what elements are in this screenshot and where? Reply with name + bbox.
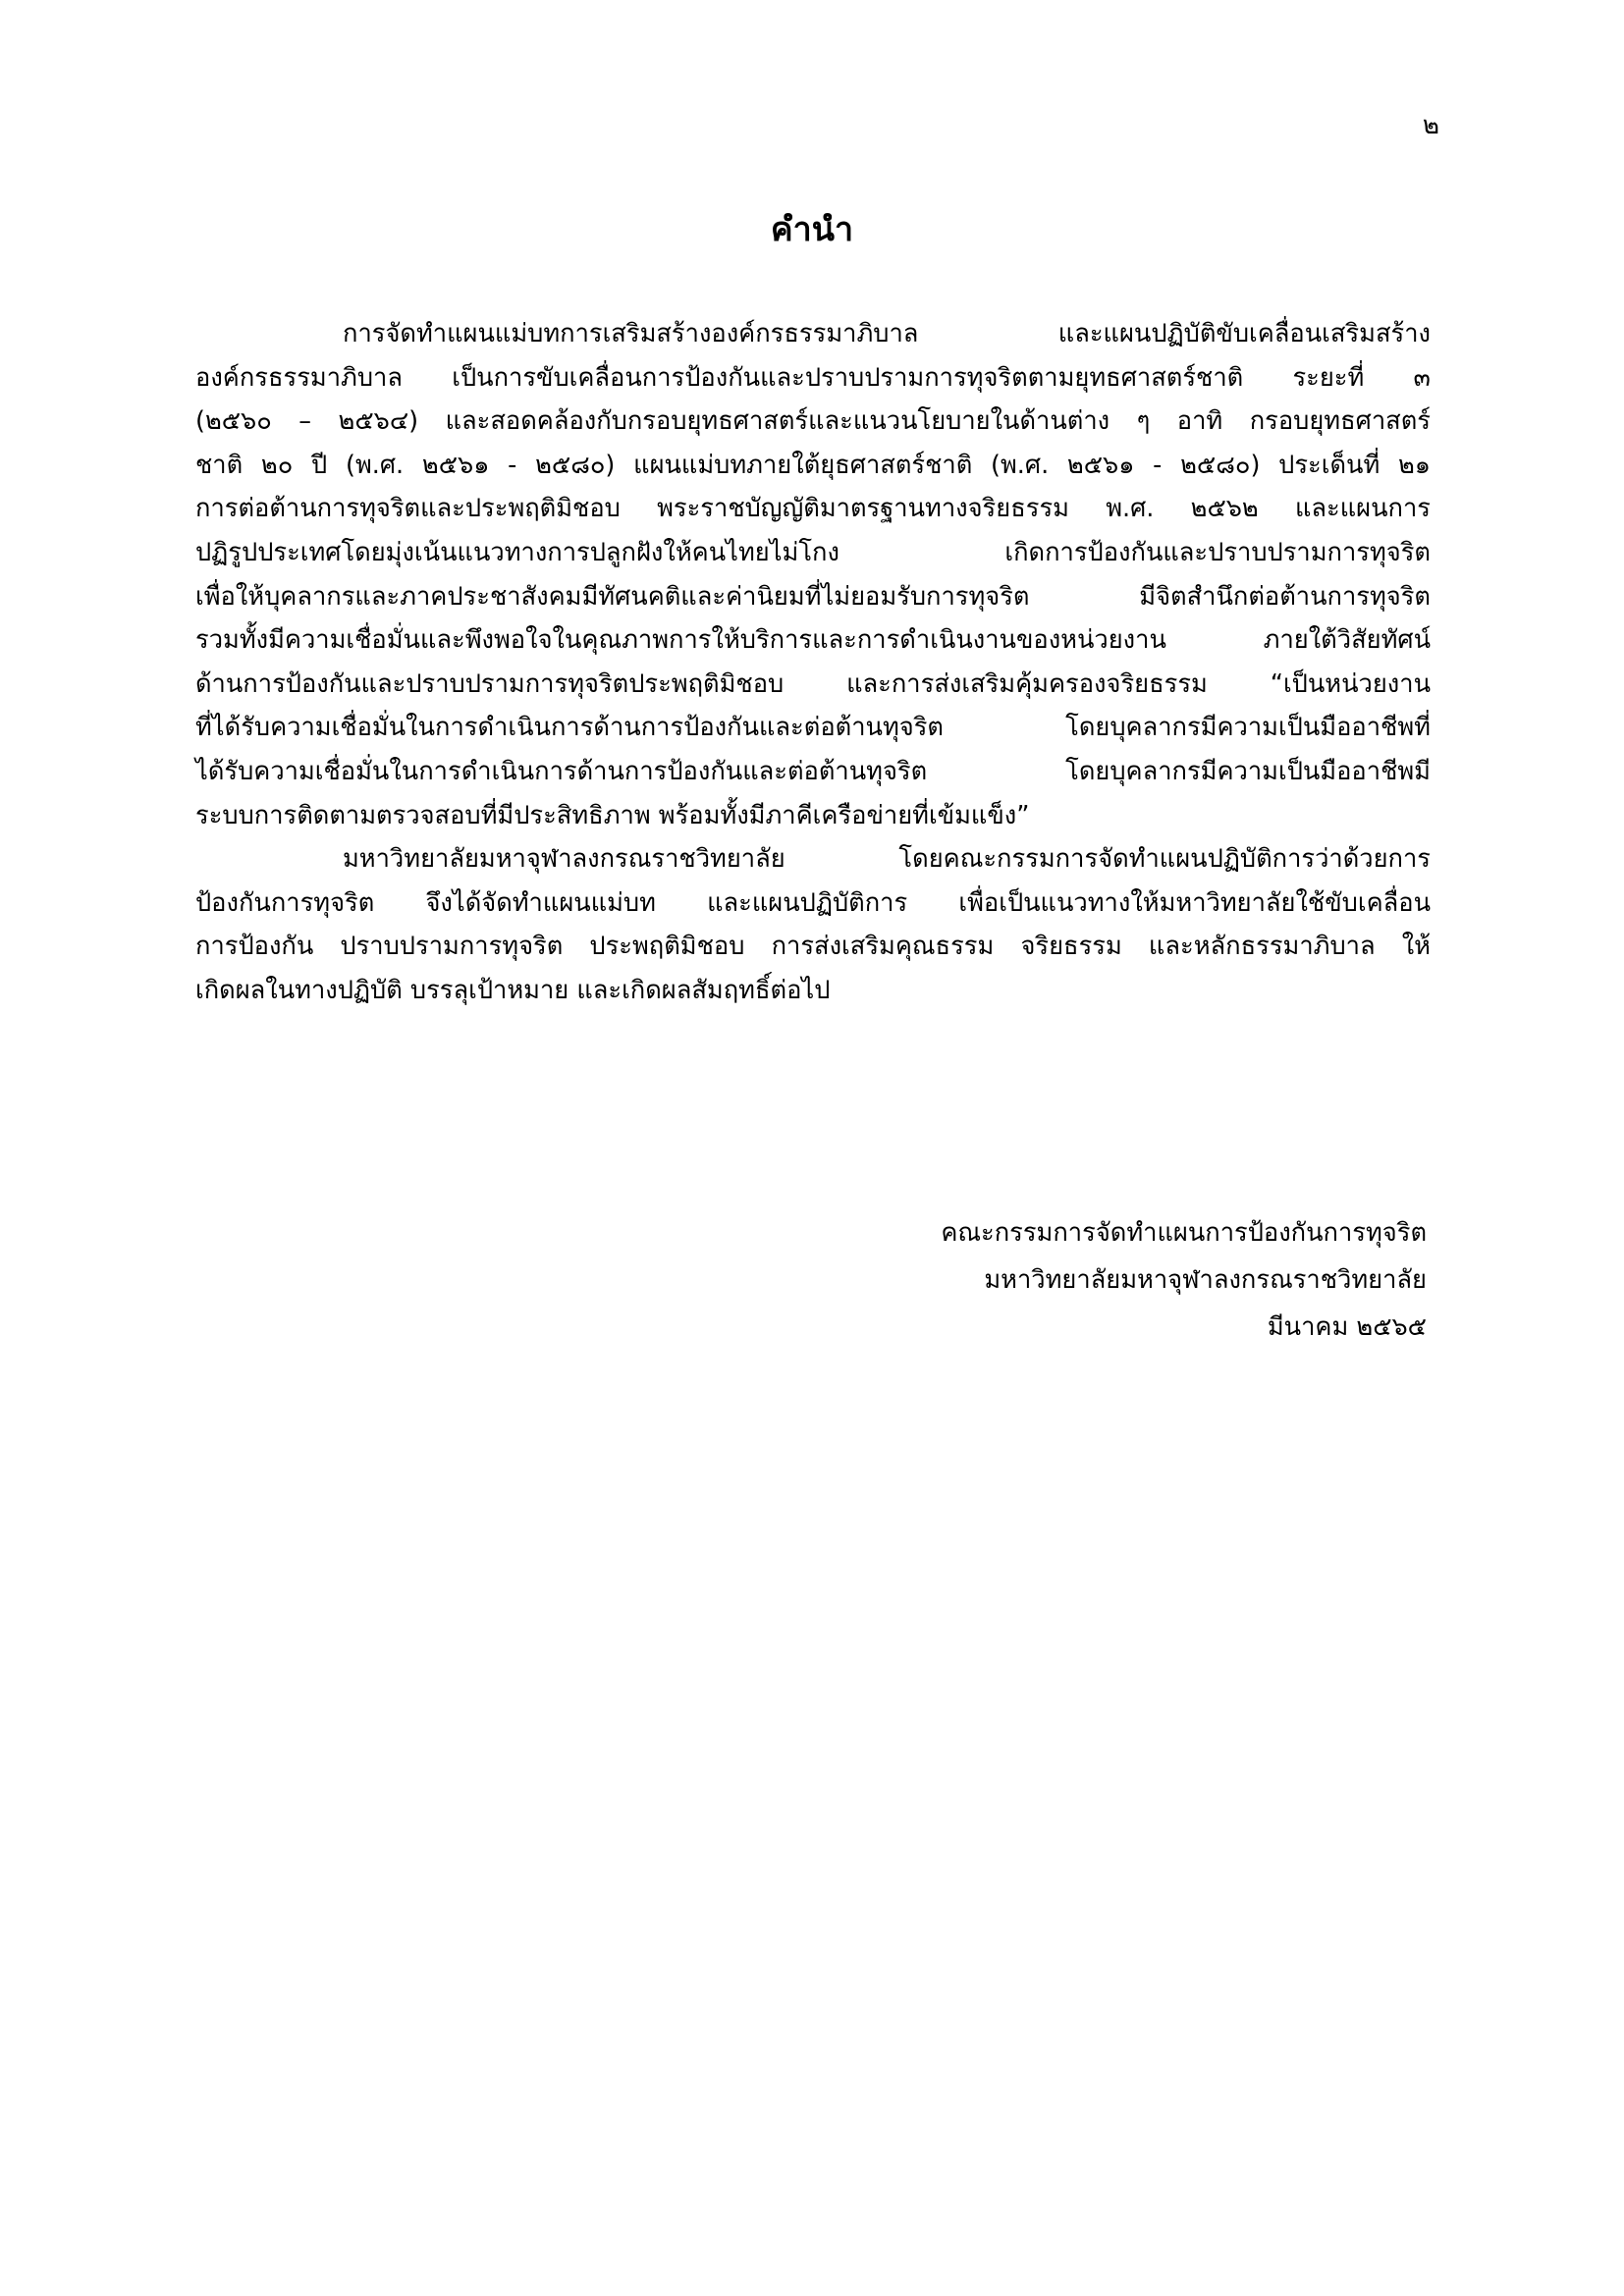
paragraph-line: องค์กรธรรมาภิบาล เป็นการขับเคลื่อนการป้องกันและปราบปรามการทุจริตตามยุทธศาสตร์ชาติ ระยะที่ ๓ (195, 362, 1431, 393)
paragraph-line: การจัดทำแผนแม่บทการเสริมสร้างองค์กรธรรมาภิบาล และแผนปฏิบัติขับเคลื่อนเสริมสร้าง (343, 319, 1431, 348)
paragraph-line: เพื่อให้บุคลากรและภาคประชาสังคมมีทัศนคติและค่านิยมที่ไม่ยอมรับการทุจริต มีจิตสำนึกต่อต้านการทุจริต (195, 581, 1431, 612)
body-text (195, 312, 1431, 1013)
paragraph-line: ปฏิรูปประเทศโดยมุ่งเน้นแนวทางการปลูกฝังให้คนไทยไม่โกง เกิดการป้องกันและปราบปรามการทุจริต (195, 537, 1431, 567)
signature-committee: คณะกรรมการจัดทำแผนการป้องกันการทุจริต (941, 1218, 1427, 1248)
signature-date: มีนาคม ๒๕๖๕ (1267, 1312, 1427, 1342)
page-number: ๒ (1422, 111, 1439, 140)
paragraph-line: รวมทั้งมีความเชื่อมั่นและพึงพอใจในคุณภาพการให้บริการและการดำเนินงานของหน่วยงาน ภายใต้วิสัยทัศน์ (195, 625, 1431, 656)
paragraph-line: เกิดผลในทางปฏิบัติ บรรลุเป้าหมาย และเกิดผลสัมฤทธิ์ต่อไป (195, 975, 831, 1005)
paragraph-line: การป้องกัน ปราบปรามการทุจริต ประพฤติมิชอบ การส่งเสริมคุณธรรม จริยธรรม และหลักธรรมาภิบาล ให้ (195, 932, 1431, 962)
signature-university: มหาวิทยาลัยมหาจุฬาลงกรณราชวิทยาลัย (984, 1265, 1427, 1295)
signature-block (941, 1209, 1427, 1351)
paragraph-line: (๒๕๖๐ – ๒๕๖๔) และสอดคล้องกับกรอบยุทธศาสตร์และแนวนโยบายในด้านต่าง ๆ อาทิ กรอบยุทธศาสตร์ (195, 406, 1431, 437)
paragraph-line: ด้านการป้องกันและปราบปรามการทุจริตประพฤติมิชอบ และการส่งเสริมคุ้มครองจริยธรรม “เป็นหน่วยงาน (195, 668, 1431, 699)
page-title: คำนำ (770, 210, 854, 249)
paragraph-line: ที่ได้รับความเชื่อมั่นในการดำเนินการด้านการป้องกันและต่อต้านทุจริต โดยบุคลากรมีความเป็นมืออาชีพที่ (195, 713, 1431, 743)
paragraph-line: ชาติ ๒๐ ปี (พ.ศ. ๒๕๖๑ - ๒๕๘๐) แผนแม่บทภายใต้ยุธศาสตร์ชาติ (พ.ศ. ๒๕๖๑ - ๒๕๘๐) ประเด็นที่ ๒๑ (195, 450, 1431, 480)
paragraph-line: ได้รับความเชื่อมั่นในการดำเนินการด้านการป้องกันและต่อต้านทุจริต โดยบุคลากรมีความเป็นมืออาชีพมี (195, 756, 1431, 786)
paragraph-line: ระบบการติดตามตรวจสอบที่มีประสิทธิภาพ พร้อมทั้งมีภาคีเครือข่ายที่เข้มแข็ง” (195, 800, 1030, 830)
paragraph-line: มหาวิทยาลัยมหาจุฬาลงกรณราชวิทยาลัย โดยคณะกรรมการจัดทำแผนปฏิบัติการว่าด้วยการ (343, 844, 1431, 875)
paragraph-line: การต่อต้านการทุจริตและประพฤติมิชอบ พระราชบัญญัติมาตรฐานทางจริยธรรม พ.ศ. ๒๕๖๒ และแผนการ (195, 494, 1431, 524)
paragraph-1 (195, 312, 1431, 837)
paragraph-2 (195, 837, 1431, 1012)
paragraph-line: ป้องกันการทุจริต จึงได้จัดทำแผนแม่บท และแผนปฏิบัติการ เพื่อเป็นแนวทางให้มหาวิทยาลัยใช้ขับเคลื่อน (195, 887, 1431, 918)
